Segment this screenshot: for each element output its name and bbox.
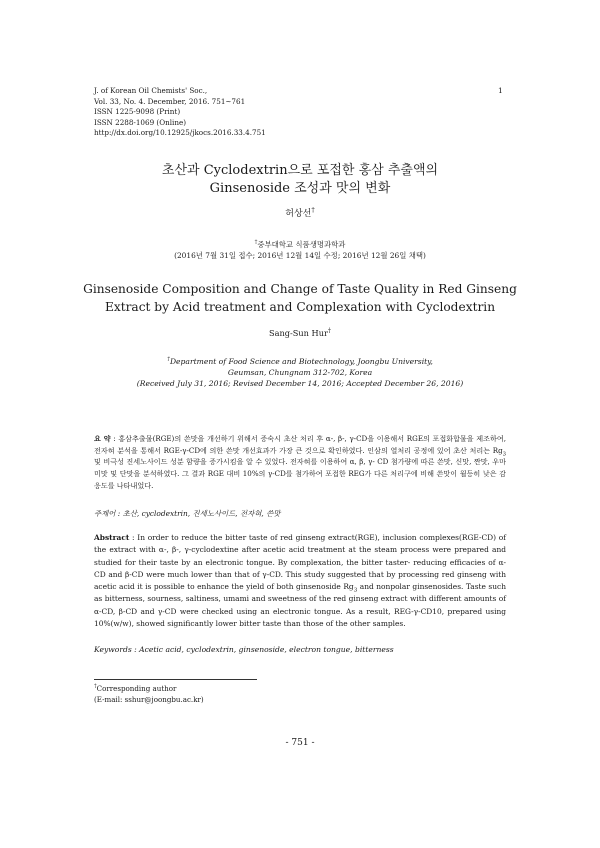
- english-abstract-subscript: 3: [353, 587, 358, 594]
- korean-author: [0, 206, 600, 219]
- english-title: [0, 280, 600, 316]
- english-keywords: Keywords : Acetic acid, cyclodextrin, ginsenoside, electron tongue, bitterness: [94, 645, 394, 654]
- journal-name: J. of Korean Oil Chemists' Soc.,: [94, 86, 208, 95]
- footnote-divider: [94, 679, 257, 680]
- korean-abstract: [94, 433, 506, 492]
- footnote-mark: †: [94, 683, 97, 690]
- korean-dates: (2016년 7월 31일 접수; 2016년 12월 14일 수정; 2016년 12월 26일 채택): [174, 251, 426, 260]
- korean-keywords: 주제어 : 초산, cyclodextrin, 진세노사이드, 전자혀, 쓴맛: [94, 509, 281, 518]
- footnote: [94, 684, 204, 706]
- english-author-name: Sang-Sun Hur: [269, 328, 328, 338]
- english-author-mark: †: [327, 327, 331, 335]
- english-affiliation-block: [0, 356, 600, 389]
- doi-link[interactable]: http://dx.doi.org/10.12925/jkocs.2016.33.4.751: [94, 128, 266, 138]
- english-affiliation-line1: Department of Food Science and Biotechnology, Joongbu University,: [169, 357, 433, 366]
- journal-info: [94, 86, 266, 139]
- english-dates: (Received July 31, 2016; Revised December 14, 2016; Accepted December 26, 2016): [136, 379, 464, 388]
- footnote-corresponding: Corresponding author: [96, 684, 177, 693]
- english-affiliation-mark: †: [167, 356, 170, 363]
- korean-title-line1: 초산과 Cyclodextrin으로 포접한 홍삼 추출액의: [161, 163, 439, 178]
- korean-author-name: 허상선: [285, 209, 312, 219]
- page-number-top: 1: [498, 86, 503, 95]
- journal-volume: Vol. 33, No. 4. December, 2016. 751~761: [94, 96, 246, 106]
- page-number-bottom: - 751 -: [285, 738, 315, 748]
- korean-abstract-label: 요 약: [94, 434, 111, 443]
- english-abstract-text-a: : In order to reduce the bitter taste of red ginseng extract(RGE), inclusion complexes(RGE-CD) of the extract with α-, β-, γ-cyclodextine after acetic acid treatment at the steam process were prepared and studied for their taste by an electronic tongue. By complexation, the bitter taster- reducing efficacies of α-CD and β-CD were much lower than that of γ-CD. This study suggested that by processing red ginseng with acetic acid it is possible to enhance the yield of both ginsenoside Rg: [94, 533, 506, 592]
- english-abstract-text-b: and nonpolar ginsenosides. Taste such as bitterness, sourness, saltiness, umami and sweetness of the red ginseng extract with different amounts of α-CD, β-CD and γ-CD were checked using an electronic tongue. As a result, REG-γ-CD10, prepared using 10%(w/w), showed significantly lower bitter taste than those of the other samples.: [94, 582, 506, 629]
- footnote-email: (E-mail: sshur@joongbu.ac.kr): [94, 694, 204, 704]
- korean-abstract-text-a: : 홍삼추출물(RGE)의 쓴맛을 개선하기 위해서 증숙시 초산 처리 후 α-, β-, γ-CD을 이용해서 RGE의 포접화합물을 제조하여, 전자혀 분석을 통해서 RGE-γ-CD에 의한 쓴맛 개선효과가 가장 큰 것으로 확인하였다. 인삼의 열처리 공정에 있어 초산 처리는 Rg: [94, 434, 506, 455]
- korean-affiliation-mark: †: [254, 239, 258, 246]
- english-abstract: [94, 532, 506, 630]
- issn-online: ISSN 2288-1069 (Online): [94, 117, 187, 127]
- english-abstract-label: Abstract: [94, 533, 130, 542]
- korean-author-mark: †: [311, 206, 315, 214]
- issn-print: ISSN 1225-9098 (Print): [94, 107, 181, 117]
- korean-abstract-subscript: 3: [502, 451, 506, 458]
- english-affiliation-line2: Geumsan, Chungnam 312-702, Korea: [227, 368, 373, 377]
- korean-affiliation-block: [0, 239, 600, 261]
- english-title-line2: Extract by Acid treatment and Complexation with Cyclodextrin: [104, 300, 496, 314]
- korean-title: [0, 162, 600, 198]
- korean-affiliation: 중부대학교 식품생명과학과: [257, 240, 346, 249]
- korean-abstract-text-b: 및 비극성 진세노사이드 성분 함량을 증가시킴을 알 수 있었다. 전자혀를 이용하여 α, β, γ- CD 첨가량에 따른 쓴맛, 신맛, 짠맛, 우마미맛 및 단맛을 분석하였다. 그 결과 RGE 대비 10%의 γ-CD를 첨가하여 포접한 REG가 다른 처리구에 비해 쓴맛이 월등히 낮은 감응도를 나타내었다.: [94, 457, 506, 490]
- korean-title-line2: Ginsenoside 조성과 맛의 변화: [209, 181, 391, 196]
- english-author: [0, 328, 600, 338]
- english-title-line1: Ginsenoside Composition and Change of Taste Quality in Red Ginseng: [83, 282, 517, 296]
